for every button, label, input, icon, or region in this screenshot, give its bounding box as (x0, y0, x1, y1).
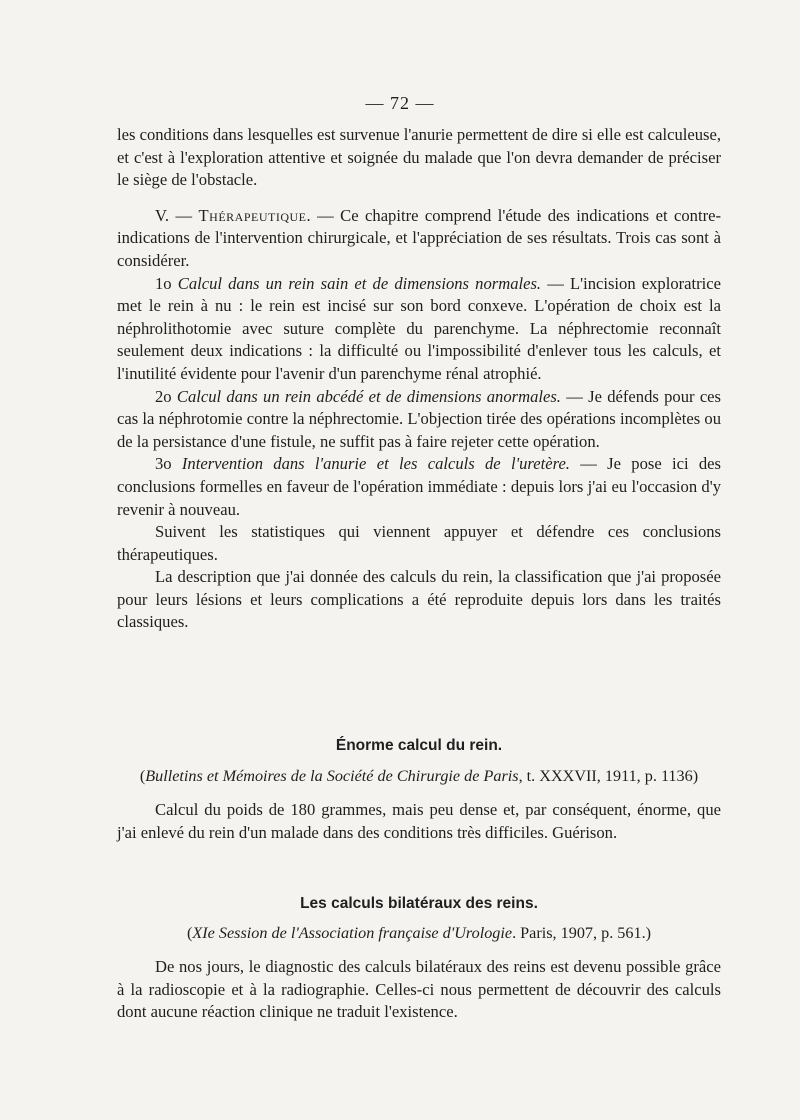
case-2 (117, 386, 721, 454)
section-heading: Thérapeutique (198, 205, 307, 225)
article-2-source-rest: . Paris, 1907, p. 561.) (512, 924, 651, 942)
section-text: . — Ce chapitre comprend l'étude des indications et contre-indications de l'intervention chirurgicale, et l'appréciation de ses résultats. Trois cas sont à considérer. (117, 205, 722, 270)
article-1-source (117, 767, 721, 786)
case-1-text: — L'incision exploratrice met le rein à nu : le rein est incisé sur son bord conxeve. L'opération de choix est la néphrolithotomie avec suture complète du parenchyme. La néphrectomie reconnaît seulement deux indications : la difficulté ou l'impossibilité d'enlever tous les calculs, et l'inutilité évidente pour l'avenir d'un parenchyme rénal atrophié. (117, 273, 722, 383)
case-3-number: 3o (155, 454, 182, 474)
case-2-title: Calcul dans un rein abcédé et de dimensions anormales. (176, 386, 561, 406)
case-1 (117, 273, 721, 386)
paragraph-statistiques: Suivent les statistiques qui viennent appuyer et défendre ces conclusions thérapeutiques. (117, 522, 721, 564)
article-2-source-title: XIe Session de l'Association française d'Urologie (192, 924, 513, 942)
article-1-source-title: Bulletins et Mémoires de la Société de Chirurgie de Paris (145, 767, 519, 785)
intro-text-block (117, 124, 721, 634)
article-2-heading: Les calculs bilatéraux des reins. (300, 895, 538, 912)
article-2-source-open: ( (186, 924, 193, 942)
article-2-body-block (117, 956, 721, 1024)
article-2-source (117, 924, 721, 943)
article-1-source-open: ( (139, 767, 146, 785)
case-3-text: — Je pose ici des conclusions formelles en faveur de l'opération immédiate : depuis lors j'ai eu l'occasion d'y revenir à nouveau. (117, 454, 721, 519)
article-1-source-rest: , t. XXXVII, 1911, p. 1136) (518, 767, 699, 785)
article-1-body: Calcul du poids de 180 grammes, mais peu dense et, par conséquent, énorme, que j'ai enlevé du rein d'un malade dans des conditions très difficiles. Guérison. (117, 800, 721, 842)
article-1-heading: Énorme calcul du rein. (335, 737, 503, 754)
section-label: V. — (155, 205, 199, 225)
case-3 (117, 453, 721, 521)
paragraph-therapeutique (117, 205, 721, 273)
article-1-body-block (117, 799, 721, 844)
case-3-title: Intervention dans l'anurie et les calculs de l'uretère. (181, 454, 570, 474)
article-2-body: De nos jours, le diagnostic des calculs bilatéraux des reins est devenu possible grâce à la radioscopie et à la radiographie. Celles-ci nous permettent de découvrir des calculs dont aucune réaction clinique ne traduit l'existence. (117, 957, 721, 1022)
paragraph-description: La description que j'ai donnée des calculs du rein, la classification que j'ai proposée pour leurs lésions et leurs complications a été reproduite depuis lors dans les traités classiques. (117, 567, 721, 632)
case-1-title: Calcul dans un rein sain et de dimensions normales. (177, 273, 542, 293)
case-1-number: 1o (155, 273, 178, 293)
case-2-number: 2o (155, 386, 177, 406)
case-2-text: — Je défends pour ces cas la néphrotomie contre la néphrectomie. L'objection tirée des opérations incomplètes ou de la persistance d'une fistule, ne suffit pas à faire rejeter cette opération. (117, 386, 722, 451)
page-number: — 72 — (365, 93, 435, 113)
paragraph-anurie: les conditions dans lesquelles est survenue l'anurie permettent de dire si elle est calculeuse, et c'est à l'exploration attentive et soignée du malade que l'on devra demander de préciser le siège de l'obstacle. (117, 125, 721, 190)
